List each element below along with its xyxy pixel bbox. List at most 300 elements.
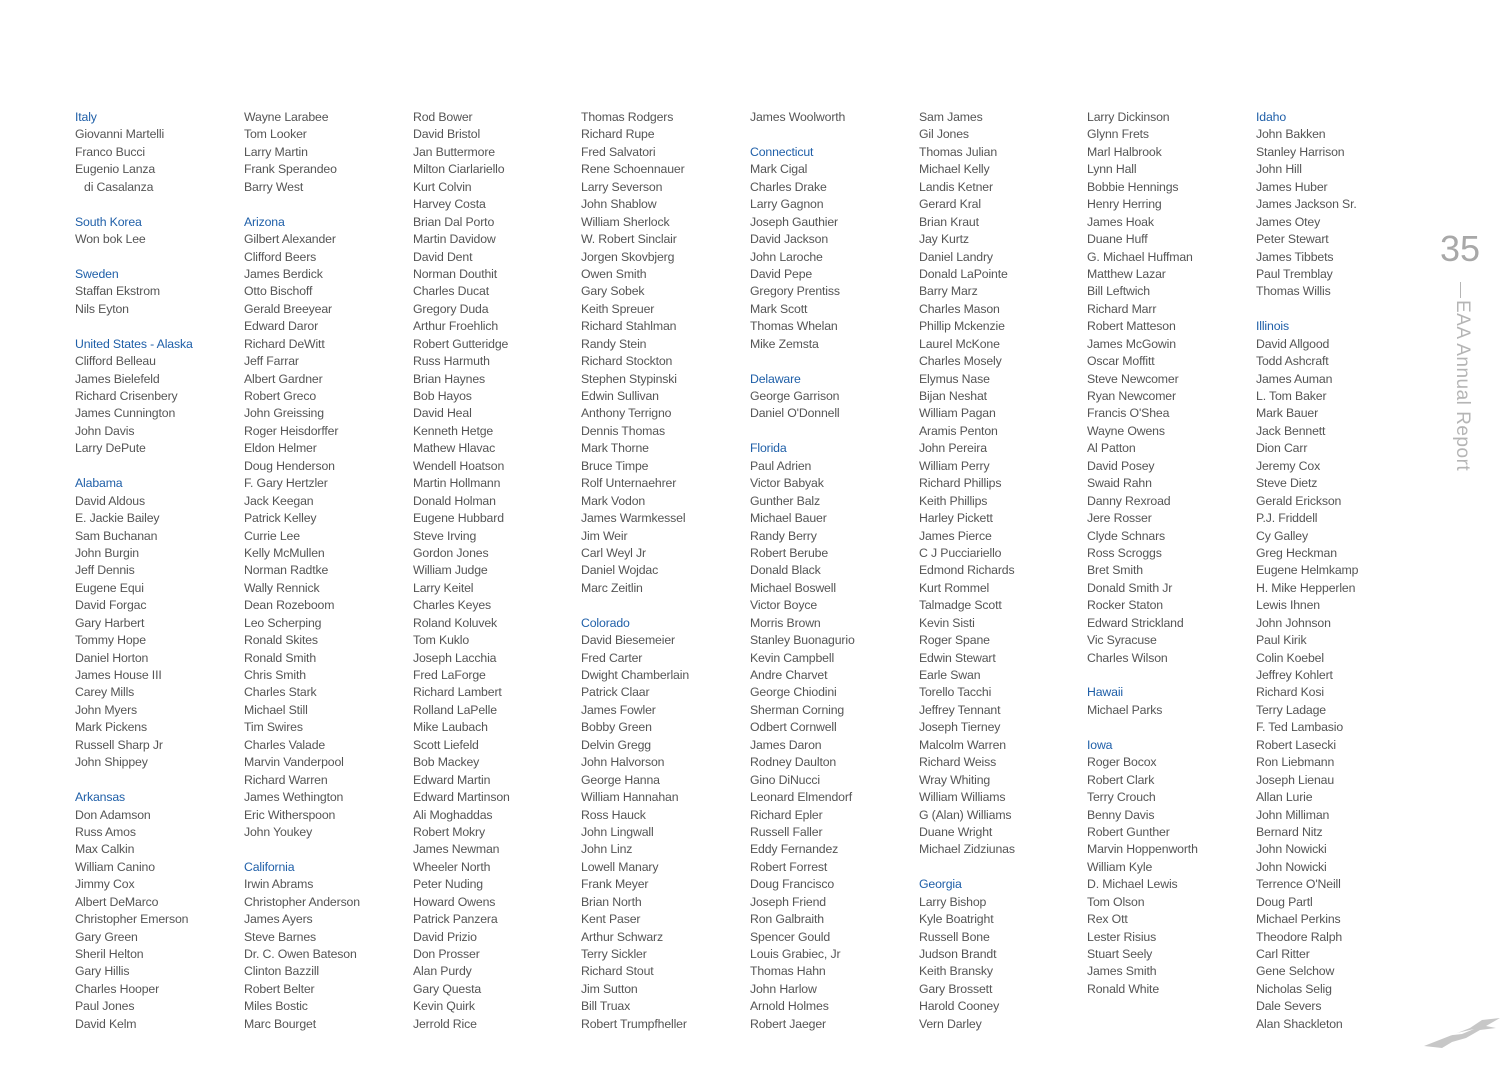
member-name: Kent Paser xyxy=(581,912,641,927)
member-name: Gerald Breeyear xyxy=(244,301,332,316)
member-name: H. Mike Hepperlen xyxy=(1256,580,1356,595)
member-name: Terrence O'Neill xyxy=(1256,877,1341,892)
member-name: Richard Epler xyxy=(750,807,823,822)
member-name: Jan Buttermore xyxy=(413,144,495,159)
member-name: Henry Herring xyxy=(1087,197,1162,212)
member-name: Jack Bennett xyxy=(1256,423,1326,438)
region-heading: Arizona xyxy=(244,214,285,229)
member-name: Delvin Gregg xyxy=(581,737,651,752)
member-name: Bret Smith xyxy=(1087,563,1143,578)
member-name: C J Pucciariello xyxy=(919,545,1002,560)
member-name: Michael Kelly xyxy=(919,162,990,177)
member-name: Mark Pickens xyxy=(75,720,147,735)
member-name: Gil Jones xyxy=(919,127,969,142)
region-heading: Sweden xyxy=(75,266,119,281)
member-name: Albert Gardner xyxy=(244,371,323,386)
member-name: Jack Keegan xyxy=(244,493,314,508)
member-name: Danny Rexroad xyxy=(1087,493,1171,508)
member-name: Rolf Unternaehrer xyxy=(581,476,677,491)
member-name: Paul Kirik xyxy=(1256,633,1307,648)
member-name: Leonard Elmendorf xyxy=(750,790,853,805)
member-name: Terry Ladage xyxy=(1256,702,1326,717)
member-name: Tom Olson xyxy=(1087,894,1145,909)
member-name: Charles Valade xyxy=(244,737,326,752)
member-name: David Posey xyxy=(1087,458,1155,473)
member-name: Jim Weir xyxy=(581,528,628,543)
member-name: William Judge xyxy=(413,563,488,578)
member-name: Robert Lasecki xyxy=(1256,737,1336,752)
member-name: Daniel Wojdac xyxy=(581,563,659,578)
member-name: Marvin Vanderpool xyxy=(244,755,344,770)
member-name: Michael Bauer xyxy=(750,511,827,526)
member-name: Joseph Friend xyxy=(750,894,826,909)
member-name: Sheril Helton xyxy=(75,947,144,961)
member-name: Daniel Landry xyxy=(919,249,993,264)
member-name: Edward Daror xyxy=(244,319,319,334)
member-name: Richard Stockton xyxy=(581,354,673,369)
section-spacer xyxy=(581,597,746,614)
name-column-5 xyxy=(750,109,915,1033)
member-name: John Linz xyxy=(581,842,633,857)
member-name: F. Ted Lambasio xyxy=(1256,720,1344,735)
member-name: Russ Amos xyxy=(75,824,136,839)
member-name: Gino DiNucci xyxy=(750,772,820,787)
member-name: Cy Galley xyxy=(1256,528,1308,543)
section-spacer xyxy=(75,249,240,266)
name-column-4 xyxy=(581,109,746,1033)
member-name: John Youkey xyxy=(244,824,313,839)
member-name: Sherman Corning xyxy=(750,702,845,717)
member-name: Richard Stout xyxy=(581,964,654,979)
member-name: Joseph Tierney xyxy=(919,720,1001,735)
member-name: Gerald Erickson xyxy=(1256,493,1342,508)
name-column-2 xyxy=(244,109,409,1033)
member-name: Jeffrey Kohlert xyxy=(1256,668,1333,682)
member-name: Spencer Gould xyxy=(750,929,831,944)
member-name: William Perry xyxy=(919,458,990,473)
member-name: John Pereira xyxy=(919,441,987,456)
member-name: Robert Mokry xyxy=(413,824,485,839)
member-name: Colin Koebel xyxy=(1256,650,1324,665)
member-name: Russell Sharp Jr xyxy=(75,737,163,752)
member-name: Lewis Ihnen xyxy=(1256,598,1320,613)
member-name: Eric Witherspoon xyxy=(244,807,336,822)
member-name: Laurel McKone xyxy=(919,336,1000,351)
member-name: Eugene Hubbard xyxy=(413,511,504,526)
member-name: Russell Bone xyxy=(919,929,990,944)
member-name: Frank Meyer xyxy=(581,877,649,892)
member-name: Morris Brown xyxy=(750,615,821,630)
member-name: Michael Parks xyxy=(1087,702,1163,717)
member-name: William Williams xyxy=(919,790,1006,805)
member-name: James Huber xyxy=(1256,179,1328,194)
member-name: Charles Stark xyxy=(244,685,317,700)
member-name: James Wethington xyxy=(244,790,344,805)
member-name: Charles Ducat xyxy=(413,284,489,299)
member-name: Jeff Dennis xyxy=(75,563,135,578)
member-name: Steve Newcomer xyxy=(1087,371,1179,386)
member-name: Barry Marz xyxy=(919,284,978,299)
member-name: David Prizio xyxy=(413,929,477,944)
region-heading: Idaho xyxy=(1256,110,1287,124)
member-name: Leo Scherping xyxy=(244,615,322,630)
member-name: Donald LaPointe xyxy=(919,266,1008,281)
member-name: James Berdick xyxy=(244,266,323,281)
member-name: Carl Weyl Jr xyxy=(581,545,646,560)
member-name: Clifford Beers xyxy=(244,249,317,264)
section-spacer xyxy=(75,458,240,475)
member-name: William Sherlock xyxy=(581,214,670,229)
section-spacer xyxy=(75,318,240,335)
name-column-1 xyxy=(75,109,240,1033)
member-name: Edwin Stewart xyxy=(919,650,996,665)
member-name: John Davis xyxy=(75,423,135,438)
member-name: David Bristol xyxy=(413,127,481,142)
member-name: James Otey xyxy=(1256,214,1321,229)
member-name: Edmond Richards xyxy=(919,563,1015,578)
member-name: Tommy Hope xyxy=(75,633,146,648)
member-name: Gary Green xyxy=(75,929,138,944)
member-name: Milton Ciarlariello xyxy=(413,162,505,177)
member-name: Rocker Staton xyxy=(1087,598,1163,613)
member-name: Bob Hayos xyxy=(413,389,472,403)
member-name: Dale Severs xyxy=(1256,999,1322,1014)
member-name: Edward Strickland xyxy=(1087,615,1184,630)
member-name: Eugene Equi xyxy=(75,580,144,595)
member-name: Thomas Julian xyxy=(919,144,998,159)
member-name: F. Gary Hertzler xyxy=(244,476,328,491)
section-spacer xyxy=(919,859,1084,876)
member-name: Thomas Whelan xyxy=(750,319,838,334)
member-name: Glynn Frets xyxy=(1087,127,1149,142)
member-name: Michael Perkins xyxy=(1256,912,1341,927)
member-name: Lester Risius xyxy=(1087,929,1157,944)
member-name: Roger Heisdorffer xyxy=(244,423,339,438)
member-name: Donald Holman xyxy=(413,493,496,508)
member-name: Lowell Manary xyxy=(581,859,659,874)
member-name: John Lingwall xyxy=(581,824,654,839)
member-name: Mark Thorne xyxy=(581,441,649,456)
member-name: Richard Phillips xyxy=(919,476,1002,491)
member-name: Daniel Horton xyxy=(75,650,149,665)
member-name: Rex Ott xyxy=(1087,912,1128,927)
member-name: Charles Mason xyxy=(919,301,1000,316)
member-name: Larry Martin xyxy=(244,144,308,159)
member-name: Vic Syracuse xyxy=(1087,633,1157,648)
region-heading: California xyxy=(244,859,295,874)
member-name: Terry Sickler xyxy=(581,947,647,961)
member-name: Sam James xyxy=(919,110,983,124)
member-name: Joseph Lienau xyxy=(1256,772,1335,787)
member-name: Gilbert Alexander xyxy=(244,232,336,247)
member-name: David Biesemeier xyxy=(581,633,675,648)
member-name: Marvin Hoppenworth xyxy=(1087,842,1198,857)
member-name: Fred Carter xyxy=(581,650,643,665)
member-name: James Smith xyxy=(1087,964,1157,979)
member-name: Earle Swan xyxy=(919,668,981,682)
member-name: John Shippey xyxy=(75,755,148,770)
member-name: Arthur Froehlich xyxy=(413,319,499,334)
member-name: John Halvorson xyxy=(581,755,665,770)
member-name: Edward Martinson xyxy=(413,790,510,805)
member-name: John Milliman xyxy=(1256,807,1330,822)
member-name: Charles Hooper xyxy=(75,981,160,996)
member-name: James Auman xyxy=(1256,371,1333,386)
member-name: Alan Shackleton xyxy=(1256,1016,1343,1031)
member-name: Ryan Newcomer xyxy=(1087,389,1176,403)
member-name: Stanley Harrison xyxy=(1256,144,1345,159)
member-name: L. Tom Baker xyxy=(1256,389,1327,403)
member-name: Jim Sutton xyxy=(581,981,638,996)
member-name: Jerrold Rice xyxy=(413,1016,477,1031)
member-name: Stephen Stypinski xyxy=(581,371,677,386)
member-name: Tom Kuklo xyxy=(413,633,470,648)
member-name: George Garrison xyxy=(750,389,840,403)
member-name: Talmadge Scott xyxy=(919,598,1002,613)
member-name: Roger Spane xyxy=(919,633,990,648)
member-name: Eldon Helmer xyxy=(244,441,317,456)
member-name: William Pagan xyxy=(919,406,996,421)
member-name: Richard Weiss xyxy=(919,755,997,770)
member-name: Thomas Rodgers xyxy=(581,110,674,124)
member-name: Brian North xyxy=(581,894,642,909)
region-heading: Italy xyxy=(75,110,97,124)
member-name: Robert Trumpfheller xyxy=(581,1016,687,1031)
member-name: G (Alan) Williams xyxy=(919,807,1012,822)
member-name: Howard Owens xyxy=(413,894,496,909)
member-name: John Greissing xyxy=(244,406,324,421)
member-name: Peter Nuding xyxy=(413,877,483,892)
member-name: Patrick Claar xyxy=(581,685,650,700)
member-name: Todd Ashcraft xyxy=(1256,354,1329,369)
member-name: Clyde Schnars xyxy=(1087,528,1166,543)
member-name: Peter Stewart xyxy=(1256,232,1329,247)
member-name: Joseph Lacchia xyxy=(413,650,497,665)
section-spacer xyxy=(1256,301,1421,318)
member-name: Odbert Cornwell xyxy=(750,720,837,735)
member-name: James Ayers xyxy=(244,912,313,927)
member-name: Kyle Boatright xyxy=(919,912,994,927)
member-name: John Harlow xyxy=(750,981,817,996)
member-name: John Shablow xyxy=(581,197,657,212)
member-name: Eddy Fernandez xyxy=(750,842,839,857)
member-name: Don Adamson xyxy=(75,807,151,822)
region-heading: Iowa xyxy=(1087,737,1113,752)
member-name: Wheeler North xyxy=(413,859,491,874)
member-name: Norman Douthit xyxy=(413,266,498,281)
member-name: James Newman xyxy=(413,842,500,857)
member-name: Robert Clark xyxy=(1087,772,1155,787)
member-name: Greg Heckman xyxy=(1256,545,1337,560)
member-name: Eugene Helmkamp xyxy=(1256,563,1359,578)
member-name: Jay Kurtz xyxy=(919,232,969,247)
member-name: Kevin Quirk xyxy=(413,999,475,1014)
region-heading: Georgia xyxy=(919,877,962,892)
member-name: Mike Laubach xyxy=(413,720,488,735)
member-name: Elymus Nase xyxy=(919,371,990,386)
member-name: Jeremy Cox xyxy=(1256,458,1321,473)
member-name: John Johnson xyxy=(1256,615,1331,630)
member-name: Won bok Lee xyxy=(75,232,146,247)
member-name: James Jackson Sr. xyxy=(1256,197,1357,212)
name-column-3 xyxy=(413,109,578,1033)
member-name: Wayne Owens xyxy=(1087,423,1165,438)
member-name: Stuart Seely xyxy=(1087,947,1153,961)
region-heading: Delaware xyxy=(750,371,801,386)
section-spacer xyxy=(75,772,240,789)
report-title-vertical: EAA Annual Report xyxy=(1452,300,1473,472)
section-spacer xyxy=(75,196,240,213)
member-name: James Warmkessel xyxy=(581,511,686,526)
member-name: Ronald Skites xyxy=(244,633,318,648)
member-name: Tom Looker xyxy=(244,127,307,142)
member-name: Doug Henderson xyxy=(244,458,335,473)
member-name: Gary Hillis xyxy=(75,964,130,979)
member-name: James Hoak xyxy=(1087,214,1154,229)
member-name: James Tibbets xyxy=(1256,249,1334,264)
section-spacer xyxy=(750,126,915,143)
member-name: P.J. Friddell xyxy=(1256,511,1318,526)
member-name: Martin Hollmann xyxy=(413,476,501,491)
member-name: Bobby Green xyxy=(581,720,652,735)
section-spacer xyxy=(1087,719,1252,736)
member-name: Robert Matteson xyxy=(1087,319,1176,334)
member-name: Barry West xyxy=(244,179,304,194)
member-name: Clinton Bazzill xyxy=(244,964,319,979)
member-name: Kurt Rommel xyxy=(919,580,990,595)
member-name: Rene Schoennauer xyxy=(581,162,685,177)
member-name: Malcolm Warren xyxy=(919,737,1006,752)
member-name: Benny Davis xyxy=(1087,807,1155,822)
name-column-8 xyxy=(1256,109,1421,1033)
member-name: Steve Dietz xyxy=(1256,476,1318,491)
member-name: Otto Bischoff xyxy=(244,284,313,299)
member-name: Bob Mackey xyxy=(413,755,480,770)
member-name: Irwin Abrams xyxy=(244,877,314,892)
member-name: Wally Rennick xyxy=(244,580,320,595)
member-name: James House III xyxy=(75,668,162,682)
member-name: Kelly McMullen xyxy=(244,545,325,560)
member-name: Scott Liefeld xyxy=(413,737,479,752)
region-heading: Alabama xyxy=(75,476,123,491)
member-name: William Hannahan xyxy=(581,790,679,805)
member-name: Mark Vodon xyxy=(581,493,646,508)
region-heading: Colorado xyxy=(581,615,630,630)
member-name: G. Michael Huffman xyxy=(1087,249,1193,264)
member-name: Torello Tacchi xyxy=(919,685,992,700)
region-heading: United States - Alaska xyxy=(75,336,193,351)
member-name: Mathew Hlavac xyxy=(413,441,496,456)
member-name: Paul Adrien xyxy=(750,458,812,473)
member-name: Dion Carr xyxy=(1256,441,1308,456)
member-name: Ross Hauck xyxy=(581,807,646,822)
member-name: James Bielefeld xyxy=(75,371,160,386)
member-name: Brian Haynes xyxy=(413,371,486,386)
member-name: Clifford Belleau xyxy=(75,354,156,369)
member-name: Dean Rozeboom xyxy=(244,598,335,613)
section-spacer xyxy=(750,423,915,440)
member-name: Gene Selchow xyxy=(1256,964,1335,979)
member-name: Bernard Nitz xyxy=(1256,824,1323,839)
member-name: Currie Lee xyxy=(244,528,300,543)
member-name: James Cunnington xyxy=(75,406,176,421)
member-name: Arnold Holmes xyxy=(750,999,829,1014)
member-name: Keith Phillips xyxy=(919,493,988,508)
member-name: Miles Bostic xyxy=(244,999,308,1014)
member-name: Kevin Campbell xyxy=(750,650,835,665)
member-name: David Aldous xyxy=(75,493,145,508)
member-name: E. Jackie Bailey xyxy=(75,511,160,526)
member-name: Arthur Schwarz xyxy=(581,929,663,944)
member-name: Martin Davidow xyxy=(413,232,496,247)
region-heading: Connecticut xyxy=(750,144,814,159)
member-name: Swaid Rahn xyxy=(1087,476,1152,491)
member-name: Doug Partl xyxy=(1256,894,1313,909)
member-name: Carey Mills xyxy=(75,685,135,700)
member-name: Brian Kraut xyxy=(919,214,979,229)
member-name: Jeff Farrar xyxy=(244,354,299,369)
member-name: Bijan Neshat xyxy=(919,389,987,403)
member-name: Randy Berry xyxy=(750,528,817,543)
member-name: Chris Smith xyxy=(244,668,306,682)
member-name: David Jackson xyxy=(750,232,829,247)
member-name: Fred LaForge xyxy=(413,668,486,682)
member-name-continuation: di Casalanza xyxy=(84,179,154,194)
member-name: Roger Bocox xyxy=(1087,755,1157,770)
member-name: Kurt Colvin xyxy=(413,179,472,194)
member-name: John Nowicki xyxy=(1256,842,1327,857)
member-name: Paul Jones xyxy=(75,999,135,1014)
member-name: Robert Berube xyxy=(750,545,829,560)
member-name: Richard Crisenbery xyxy=(75,389,178,403)
member-name: Victor Babyak xyxy=(750,476,824,491)
member-name: Edward Martin xyxy=(413,772,491,787)
member-name: David Forgac xyxy=(75,598,147,613)
member-name: Norman Radtke xyxy=(244,563,329,578)
member-name: Keith Bransky xyxy=(919,964,993,979)
member-name: Richard Rupe xyxy=(581,127,655,142)
member-name: George Chiodini xyxy=(750,685,837,700)
member-name: Steve Barnes xyxy=(244,929,317,944)
member-name: Russell Faller xyxy=(750,824,823,839)
member-name: Thomas Hahn xyxy=(750,964,826,979)
member-name: Victor Boyce xyxy=(750,598,818,613)
member-name: Aramis Penton xyxy=(919,423,998,438)
member-name: Charles Wilson xyxy=(1087,650,1168,665)
member-name: Christopher Anderson xyxy=(244,894,360,909)
member-name: James Fowler xyxy=(581,702,656,717)
member-name: Donald Smith Jr xyxy=(1087,580,1173,595)
member-name: Albert DeMarco xyxy=(75,894,159,909)
member-name: Kevin Sisti xyxy=(919,615,975,630)
member-name: Rodney Daulton xyxy=(750,755,837,770)
member-name: Jimmy Cox xyxy=(75,877,135,892)
member-name: Charles Mosely xyxy=(919,354,1002,369)
member-name: Ronald White xyxy=(1087,981,1160,996)
member-name: Franco Bucci xyxy=(75,144,145,159)
member-name: George Hanna xyxy=(581,772,660,787)
section-spacer xyxy=(1087,667,1252,684)
member-name: Gregory Prentiss xyxy=(750,284,840,299)
member-name: John Nowicki xyxy=(1256,859,1327,874)
member-name: Richard Stahlman xyxy=(581,319,677,334)
member-name: Jorgen Skovbjerg xyxy=(581,249,675,264)
member-name: Harvey Costa xyxy=(413,197,486,212)
region-heading: South Korea xyxy=(75,214,142,229)
member-name: Robert Jaeger xyxy=(750,1016,826,1031)
member-name: Gary Brossett xyxy=(919,981,993,996)
member-name: Ali Moghaddas xyxy=(413,807,493,822)
